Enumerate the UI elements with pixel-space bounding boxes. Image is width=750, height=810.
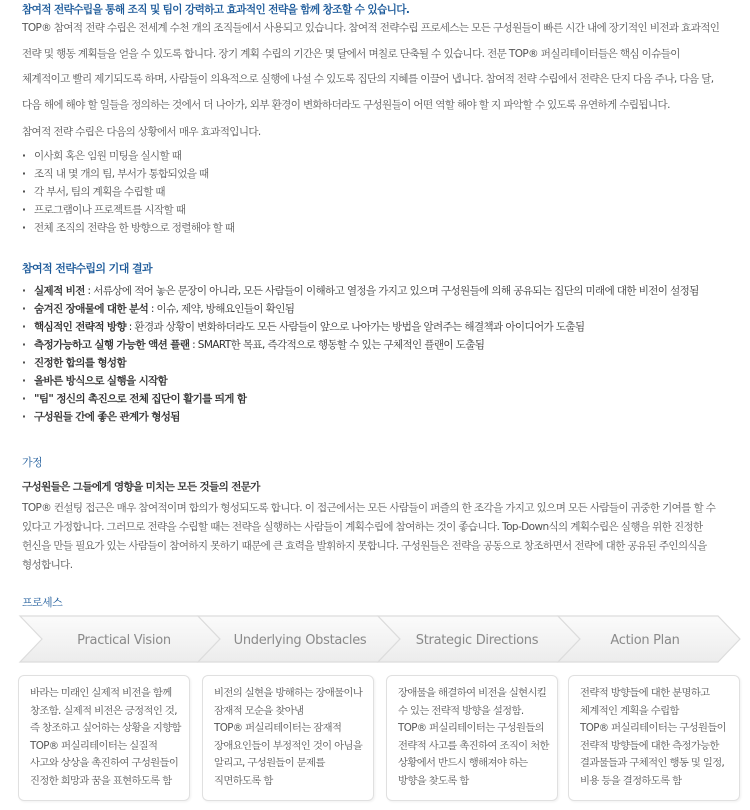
list-item: · 각 부서, 팀의 계획을 수립할 때 [22,183,234,201]
card-line: 결과물들과 구체적인 행동 및 일정, [580,757,725,769]
card-line: 상황에서 반드시 행해져야 하는 [398,757,528,769]
process-card-directions [386,675,558,801]
process-step-label: Strategic Directions [415,633,539,648]
card-line: 알리고, 구성원들이 문제를 [214,757,325,769]
process-flow [18,614,742,664]
intro-title: 참여적 전략수립을 통해 조직 및 팀이 강력하고 효과적인 전략을 함께 창조할 수 있습니다. [22,4,410,16]
card-line: 즉 창조하고 싶어하는 상황을 지향함 [30,722,181,734]
assumption-heading: 가정 [22,456,43,469]
card-line: 비용 등을 결정하도록 함 [580,774,682,787]
list-item: · 이사회 혹은 임원 미팅을 실시할 때 [22,147,234,165]
card-line: 수 있는 전략적 방향을 설정함. [398,704,524,717]
card-line: 장애요인들이 부정적인 것이 아님을 [214,739,363,752]
results-heading: 참여적 전략수립의 기대 결과 [22,262,152,275]
card-line: 전략적 방향들에 대한 측정가능한 [580,739,719,752]
process-step-label: Underlying Obstacles [233,633,367,648]
list-item: · 프로그램이나 프로젝트를 시작할 때 [22,201,234,219]
list-item: · "팀" 정신의 촉진으로 전체 집단이 활기를 띄게 함 [22,390,699,408]
card-line: TOP® 퍼실리테이터는 실질적 [30,739,158,752]
effective-list [22,147,234,237]
card-line: 방향을 찾도록 함 [398,774,469,787]
intro-line: TOP® 참여적 전략 수립은 전세계 수천 개의 조직들에서 사용되고 있습니다. 참여적 전략수립 프로세스는 모든 구성원들이 빠른 시간 내에 장기적인 비전과 효과적인 [22,22,720,34]
assumption-subheading: 구성원들은 그들에게 영향을 미치는 모든 것들의 전문가 [22,481,260,493]
intro-line: 전략 및 행동 계획들을 얻을 수 있도록 합니다. 장기 계획 수립의 기간은 몇 달에서 며칠로 단축될 수 있습니다. 전문 TOP® 퍼실리테이터들은 핵심 이슈들이 [22,47,680,60]
card-line: 체계적인 계획을 수립함 [580,704,679,717]
card-line: 창조함. 실제적 비전은 긍정적인 것, [30,704,177,717]
effective-lead: 참여적 전략 수립은 다음의 상황에서 매우 효과적입니다. [22,126,261,138]
card-line: 바라는 미래인 실제적 비전을 함께 [30,687,172,699]
intro-line: 체계적이고 빨리 제기되도록 하며, 사람들이 의욕적으로 실행에 나설 수 있도록 집단의 지혜를 이끌어 냅니다. 참여적 전략 수립에서 전략은 단지 다음 주나, 다음 달, [22,73,714,85]
card-line: 사고와 상상을 촉진하여 구성원들이 [30,757,179,769]
list-item: · 숨겨진 장애물에 대한 분석 : 이슈, 제약, 방해요인들이 확인됨 [22,300,699,318]
card-line: TOP® 퍼실리테이터는 구성원들의 [398,722,545,734]
results-list [22,282,699,426]
assumption-line: 헌신을 만들 필요가 있는 사람들이 참여하지 못하기 때문에 큰 효력을 발휘하지 못합니다. 구성원들은 전략을 공동으로 창조하면서 전략에 대한 공유된 주인의식을 [22,540,707,552]
intro-line: 다음 해에 해야 할 일들을 정의하는 것에서 더 나아가, 외부 환경이 변화하더라도 구성원들이 어떤 역할 해야 할 지 파악할 수 있도록 유연하게 수립됩니다. [22,98,670,111]
card-line: TOP® 퍼실리테이터는 구성원들이 [580,722,727,734]
card-line: 전략적 사고를 촉진하여 조직이 처한 [398,739,549,752]
card-line: 전략적 방향들에 대한 분명하고 [580,687,710,699]
card-line: TOP® 퍼실리테이터는 잠재적 [214,722,342,734]
list-item: · 전체 조직의 전략을 한 방향으로 정렬해야 할 때 [22,219,234,237]
assumption-line: 있다고 가정합니다. 그러므로 전략을 수립할 때는 전략을 실행하는 사람들이 계획수립에 참여하는 것이 좋습니다. Top-Down식의 계획수립은 실행을 위한 진정한 [22,521,703,533]
card-line: 장애물을 해결하여 비전을 실현시킬 [398,687,547,699]
process-card-vision [18,675,190,801]
process-heading: 프로세스 [22,596,63,609]
intro-paragraph [22,16,732,118]
process-step-2 [198,616,400,662]
list-item: · 핵심적인 전략적 방향 : 환경과 상황이 변화하더라도 모든 사람들이 앞으로 나아가는 방법을 알려주는 해결책과 아이디어가 도출됨 [22,318,699,336]
assumption-paragraph [22,499,734,575]
list-item: · 구성원들 간에 좋은 관계가 형성됨 [22,408,699,426]
list-item: · 조직 내 몇 개의 팀, 부서가 통합되었을 때 [22,165,234,183]
assumption-line: TOP® 컨설팅 접근은 매우 참여적이며 합의가 형성되도록 합니다. 이 접근에서는 모든 사람들이 퍼즐의 한 조각을 가지고 있으며 모든 사람들이 귀중한 기여를 할 수 [22,502,716,514]
card-line: 비전의 실현을 방해하는 장애물이나 [214,687,363,699]
list-item: · 측정가능하고 실행 가능한 액션 플랜 : SMART한 목표, 즉각적으로 행동할 수 있는 구체적인 플랜이 도출됨 [22,336,699,354]
process-card-action [568,675,740,801]
process-card-obstacles [202,675,374,801]
list-item: · 진정한 합의를 형성함 [22,354,699,372]
process-step-label: Action Plan [610,633,680,648]
card-line: 잠재적 모순을 찾아냄 [214,704,304,717]
process-cards [18,675,742,801]
card-line: 직면하도록 함 [214,774,273,787]
assumption-line: 형성합니다. [22,559,73,571]
process-step-3 [378,616,580,662]
list-item: · 올바른 방식으로 실행을 시작함 [22,372,699,390]
process-step-4 [558,616,740,662]
card-line: 진정한 희망과 꿈을 표현하도록 함 [30,774,172,787]
list-item: · 실제적 비전 : 서류상에 적어 놓은 문장이 아니라, 모든 사람들이 이해하고 열정을 가지고 있으며 구성원들에 의해 공유되는 집단의 미래에 대한 비전이 설정됨 [22,282,699,300]
process-step-1 [20,616,220,662]
process-step-label: Practical Vision [77,633,171,648]
